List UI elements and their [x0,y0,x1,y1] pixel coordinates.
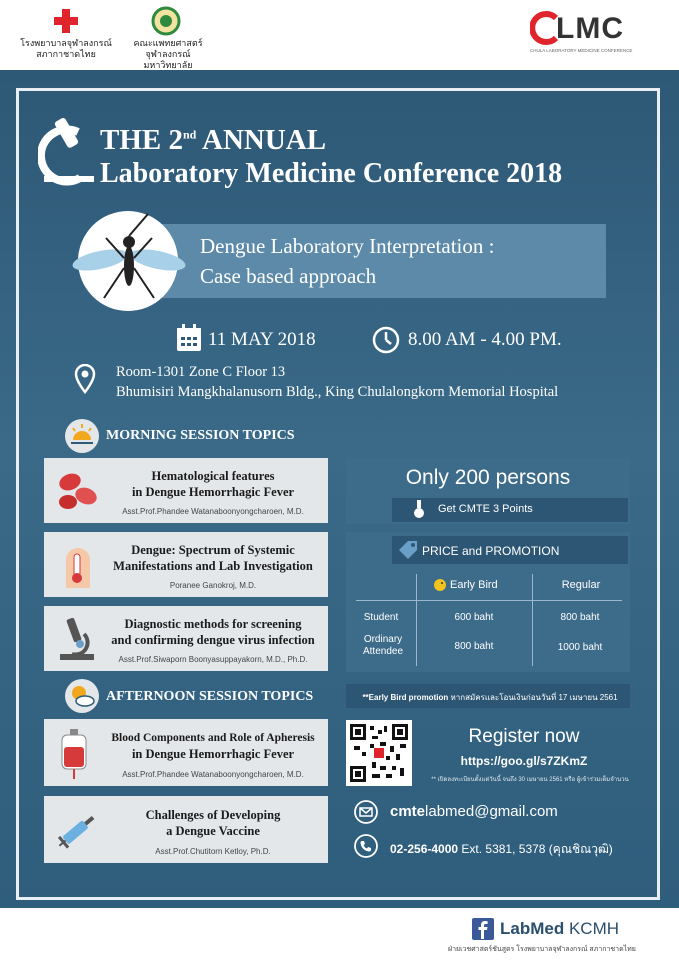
qr-code[interactable] [346,720,412,786]
contact-email[interactable] [390,803,558,820]
phone-icon [354,834,378,858]
email-rest: labmed@gmail.com [425,803,558,820]
topic-line1: Dengue Laboratory Interpretation : [200,234,495,258]
title-line1-sup: nd [183,127,197,142]
email-bold: cmte [390,803,426,820]
register-label: Register now [468,726,580,747]
list-item [44,796,328,863]
row-ordinary-early: 800 baht [454,641,494,652]
col-early-bird: Early Bird [450,579,498,591]
register-note: ** เปิดลงทะเบียนตั้งแต่วันนี้ จนถึง 30 เมษายน 2561 หรือ ผู้เข้าร่วมเต็มจำนวน [431,777,629,783]
title-line1-pre: THE 2 [100,124,183,156]
session-speaker: Asst.Prof.Phandee Watanaboonyongcharoen, M.D. [122,770,304,779]
blood-bag-icon [56,727,96,779]
hospital-name [20,38,112,60]
promo-text [352,691,628,704]
session-title-line1: Hematological features [151,469,275,483]
session-title-line1: Challenges of Developing [145,808,281,822]
list-item [44,458,328,523]
clmc-logo-sub: CHULA LABORATORY MEDICINE CONFERENCE [530,48,633,53]
session-speaker: Asst.Prof.Phandee Watanaboonyongcharoen, M.D. [122,507,304,516]
microscope-icon [54,614,100,664]
topic-line2: Case based approach [200,264,377,288]
event-date: 11 MAY 2018 [208,329,316,350]
facebook-icon[interactable] [472,918,494,940]
fever-thermometer-icon [54,540,100,590]
session-title-line1: Blood Components and Role of Apheresis [111,732,315,744]
vaccine-syringe-icon [54,808,100,854]
session-title-line2: in Dengue Hemorrhagic Fever [131,485,295,499]
hospital-name-line2: สภากาชาดไทย [36,49,96,59]
red-cross-logo [53,8,79,34]
contact-phone[interactable] [390,840,613,859]
phone-bold: 02-256-4000 [390,842,459,856]
sunrise-icon [64,418,100,454]
list-item [44,719,328,786]
row-ordinary-label1: Ordinary [363,634,403,645]
price-tag-icon [396,538,420,562]
table-divider-h [356,600,622,601]
afternoon-heading: AFTERNOON SESSION TOPICS [106,689,314,704]
clmc-logo [530,10,650,53]
promo-bold: **Early Bird promotion [362,693,449,702]
event-time: 8.00 AM - 4.00 PM. [408,329,562,350]
capacity-label: Only 200 persons [405,466,571,489]
footer-bar [0,908,679,960]
clmc-logo-text: LMC [556,12,624,45]
email-icon [354,800,378,824]
list-item [44,606,328,671]
footer-brand [500,919,619,939]
faculty-name-line1: คณะแพทยศาสตร์ [133,38,203,48]
session-speaker: Asst.Prof.Chutitorn Ketloy, Ph.D. [155,847,271,856]
hospital-name-line1: โรงพยาบาลจุฬาลงกรณ์ [20,38,112,48]
location-pin-icon [74,364,96,394]
footer-brand-rest: KCMH [564,919,620,938]
mosquito-illustration [68,208,192,314]
session-speaker: Asst.Prof.Siwaporn Boonyasuppayakorn, M.D., Ph.D. [118,655,308,664]
col-regular: Regular [561,579,601,591]
footer-sub: ฝ่ายเวชศาสตร์ชันสูตร โรงพยาบาลจุฬาลงกรณ์ สภากาชาดไทย [448,946,636,953]
register-url[interactable]: https://goo.gl/s7ZKmZ [460,754,588,768]
row-student-regular: 800 baht [560,612,600,623]
venue-line2: Bhumisiri Mangkhalanusorn Bldg., King Chulalongkorn Memorial Hospital [116,384,559,400]
session-title-line2: a Dengue Vaccine [166,824,260,838]
venue-line1: Room-1301 Zone C Floor 13 [116,364,286,380]
footer-brand-bold: LabMed [500,919,565,938]
medal-icon [412,500,426,520]
session-title-line2: in Dengue Hemorrhagic Fever [131,747,295,761]
title-line1-post: ANNUAL [202,124,327,156]
morning-heading: MORNING SESSION TOPICS [106,428,295,443]
afternoon-sun-cloud-icon [64,678,100,714]
row-ordinary-regular: 1000 baht [557,642,603,653]
phone-rest: Ext. 5381, 5378 (คุณชิณวุฒิ) [458,842,613,856]
list-item [44,532,328,597]
session-title-line2: Manifestations and Lab Investigation [113,559,313,573]
clock-icon [372,326,400,354]
header-bar [0,0,679,70]
session-title-line1: Dengue: Spectrum of Systemic [131,543,295,557]
faculty-seal-logo [151,6,181,36]
session-title-line2: and confirming dengue virus infection [111,633,315,647]
price-heading: PRICE and PROMOTION [422,544,560,558]
session-speaker: Poranee Ganokroj, M.D. [169,581,257,590]
row-student-early: 600 baht [454,612,494,623]
promo-rest: หากสมัครและโอนเงินก่อนวันที่ 17 เมษายน 2561 [448,693,618,702]
cmte-points: Get CMTE 3 Points [438,503,533,515]
faculty-name-line2: จุฬาลงกรณ์มหาวิทยาลัย [143,49,193,70]
session-title-line1: Diagnostic methods for screening [124,617,302,631]
row-ordinary-label2: Attendee [362,646,404,657]
early-bird-icon [432,576,448,592]
red-blood-cells-icon [54,468,100,514]
faculty-name [122,38,214,71]
microscope-c-logo [38,112,98,192]
row-student-label: Student [363,612,399,623]
title-line2: Laboratory Medicine Conference 2018 [100,158,563,189]
title-line1 [100,124,326,157]
calendar-icon [176,324,202,352]
